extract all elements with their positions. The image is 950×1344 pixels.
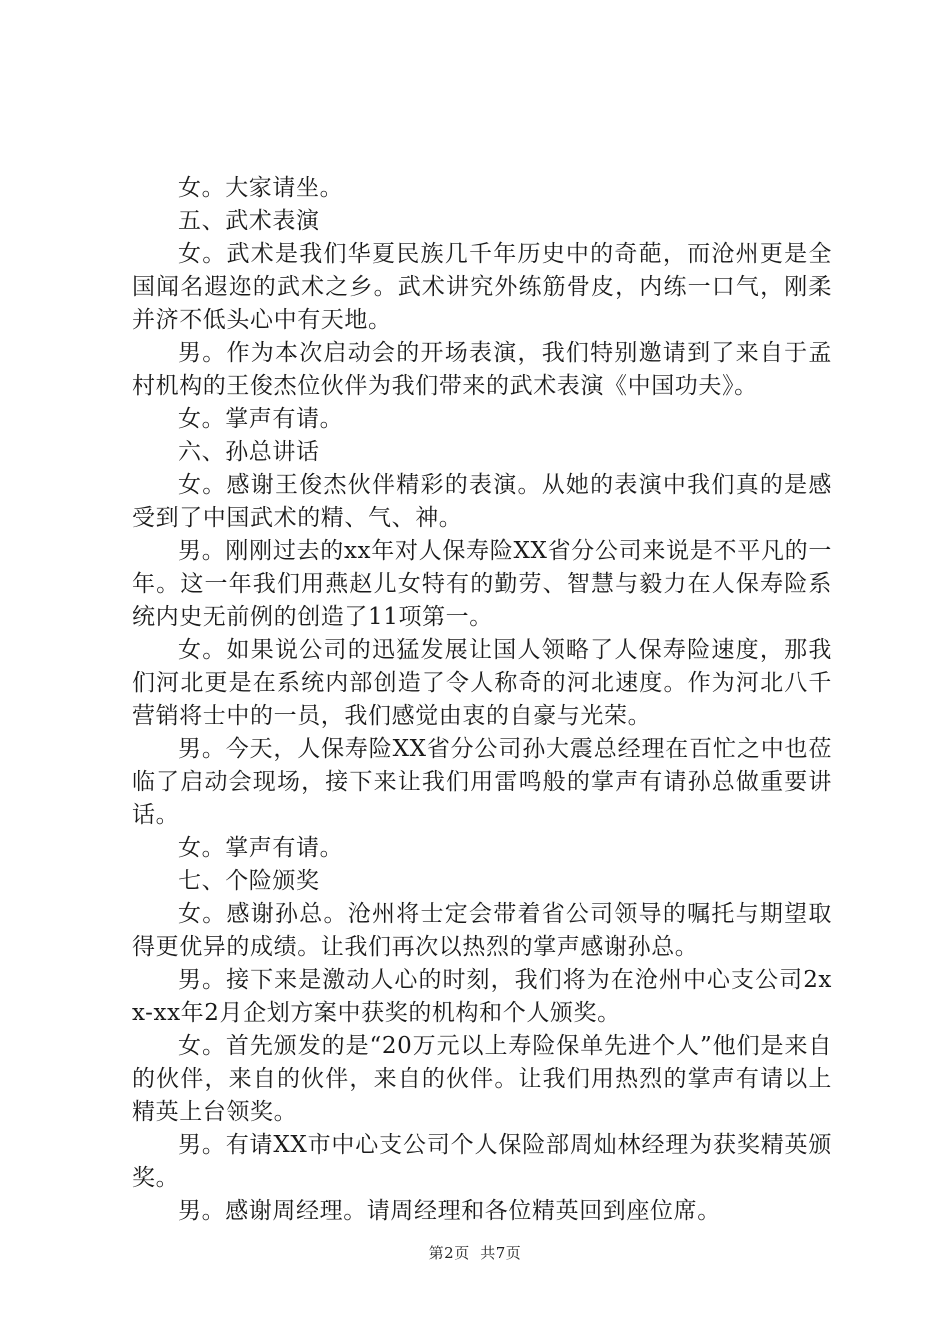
paragraph-14: 男。接下来是激动人心的时刻，我们将为在沧州中心支公司2xx-xx年2月企划方案中获奖的机构和个人颁奖。 xyxy=(132,967,832,1026)
paragraph-15: 女。首先颁发的是“20万元以上寿险保单先进个人”他们是来自的伙伴，来自的伙伴，来自的伙伴。让我们用热烈的掌声有请以上精英上台领奖。 xyxy=(132,1033,832,1125)
paragraph-16: 男。有请XX市中心支公司个人保险部周灿林经理为获奖精英颁奖。 xyxy=(132,1132,832,1191)
section-heading-7: 七、个险颁奖 xyxy=(178,868,320,894)
paragraph-8: 男。刚刚过去的xx年对人保寿险XX省分公司来说是不平凡的一年。这一年我们用燕赵儿女特有的勤劳、智慧与毅力在人保寿险系统内史无前例的创造了11项第一。 xyxy=(132,538,832,630)
paragraph-17: 男。感谢周经理。请周经理和各位精英回到座位席。 xyxy=(178,1198,721,1224)
paragraph-11: 女。掌声有请。 xyxy=(178,835,344,861)
section-heading-5: 五、武术表演 xyxy=(178,208,320,234)
paragraph-9: 女。如果说公司的迅猛发展让国人领略了人保寿险速度，那我们河北更是在系统内部创造了令人称奇的河北速度。作为河北八千营销将士中的一员，我们感觉由衷的自豪与光荣。 xyxy=(132,637,832,729)
paragraph-3: 女。武术是我们华夏民族几千年历史中的奇葩，而沧州更是全国闻名遐迩的武术之乡。武术讲究外练筋骨皮，内练一口气，刚柔并济不低头心中有天地。 xyxy=(132,241,832,333)
paragraph-1: 女。大家请坐。 xyxy=(178,175,344,201)
section-heading-6: 六、孙总讲话 xyxy=(178,439,320,465)
page-total: 共7页 xyxy=(480,1244,522,1262)
paragraph-5: 女。掌声有请。 xyxy=(178,406,344,432)
paragraph-10: 男。今天，人保寿险XX省分公司孙大震总经理在百忙之中也莅临了启动会现场，接下来让我们用雷鸣般的掌声有请孙总做重要讲话。 xyxy=(132,736,832,828)
paragraph-7: 女。感谢王俊杰伙伴精彩的表演。从她的表演中我们真的是感受到了中国武术的精、气、神。 xyxy=(132,472,832,531)
footer-spacer xyxy=(470,1244,481,1262)
page-footer xyxy=(0,1242,950,1263)
document-body xyxy=(132,172,832,1228)
paragraph-13: 女。感谢孙总。沧州将士定会带着省公司领导的嘱托与期望取得更优异的成绩。让我们再次以热烈的掌声感谢孙总。 xyxy=(132,901,832,960)
page-number: 第2页 xyxy=(428,1244,470,1262)
paragraph-4: 男。作为本次启动会的开场表演，我们特别邀请到了来自于孟村机构的王俊杰位伙伴为我们带来的武术表演《中国功夫》。 xyxy=(132,340,832,399)
